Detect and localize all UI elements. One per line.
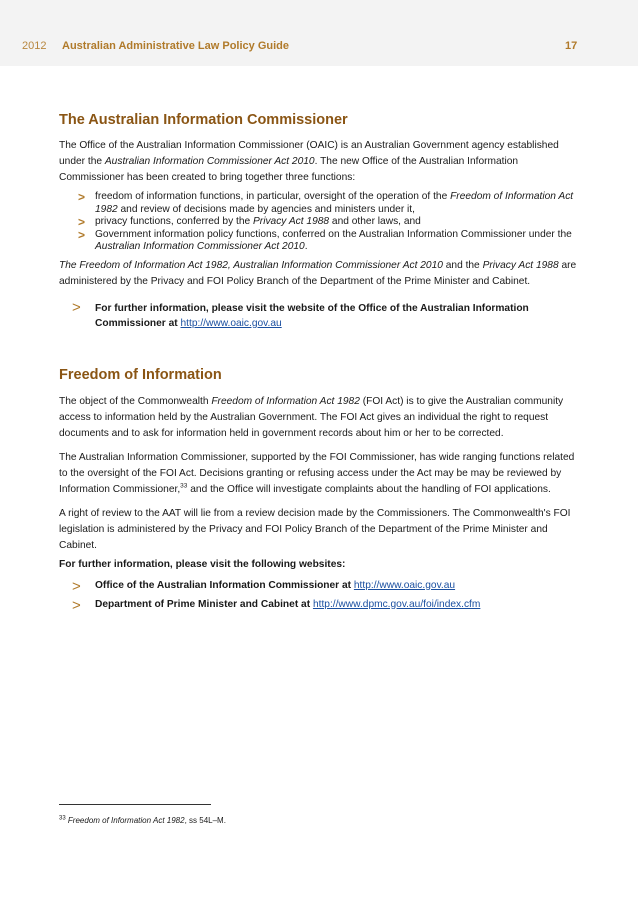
oaic-website-link[interactable]: http://www.oaic.gov.au: [353, 579, 456, 591]
list-item: > privacy functions, conferred by the Privacy Act 1988 and other laws, and: [78, 215, 421, 229]
dpmc-website-link[interactable]: http://www.dpmc.gov.au/foi/index.cfm: [312, 598, 481, 610]
arrow-bullet-icon: >: [72, 577, 81, 595]
footnote-number: 33: [59, 815, 66, 822]
functions-list: [78, 191, 579, 254]
foi-links-list: [72, 576, 579, 614]
oaic-further-info: [72, 298, 579, 331]
oaic-website-link[interactable]: http://www.oaic.gov.au: [180, 317, 282, 329]
list-item: > Department of Prime Minister and Cabinet at http://www.dpmc.gov.au/foi/index.cfm: [72, 596, 481, 614]
section-heading-foi: Freedom of Information: [59, 366, 222, 383]
arrow-bullet-icon: >: [72, 596, 81, 614]
commissioner-paragraph: The Australian Information Commissioner, supported by the FOI Commissioner, has wide ranging functions related to the oversight of the FOI Act. Decisions granting or refusing access under the Act may be may be reviewed by Information Commissioner,$^{33}$ and the Office will investigate complaints about the handling of FOI applications.: [59, 451, 575, 495]
list-item: > For further information, please visit the website of the Office of the Australian Information Commissioner at http://www.oaic.gov.au: [72, 298, 529, 329]
page-number: 17: [565, 40, 578, 52]
administration-paragraph: The Freedom of Information Act 1982, Australian Information Commissioner Act 2010 and the Privacy Act 1988 are administered by the Privacy and FOI Policy Branch of the Department of the Prime Minister and Cabinet.: [59, 259, 577, 287]
oaic-intro-paragraph: The Office of the Australian Information Commissioner (OAIC) is an Australian Government agency established under the Australian Information Commissioner Act 2010. The new Office of the Australian Information Commissioner has been created to bring together three functions:: [59, 140, 559, 183]
foi-object-paragraph: The object of the Commonwealth Freedom of Information Act 1982 (FOI Act) is to give the Australian community access to information held by the Australian Government. The FOI Act gives an individual the right to request documents and to ask for information held in government records about him or her to be corrected.: [59, 395, 564, 439]
arrow-bullet-icon: >: [72, 298, 81, 316]
section-heading-oaic: The Australian Information Commissioner: [59, 112, 348, 128]
list-item: > freedom of information functions, in particular, oversight of the operation of the Freedom of Information Act 1982 and review of decisions made by agencies and ministers under it,: [78, 190, 574, 215]
arrow-bullet-icon: >: [78, 190, 86, 204]
footnote: $^{33}$ Freedom of Information Act 1982, ss 54L–M.: [59, 815, 226, 825]
page-content: [59, 112, 579, 614]
list-item: > Office of the Australian Information Commissioner at http://www.oaic.gov.au: [72, 577, 456, 595]
footnote-reference: 33: [180, 482, 188, 490]
list-item: > Government information policy functions, conferred on the Australian Information Commissioner under the Australian Information Commissioner Act 2010.: [78, 227, 572, 252]
header-year: 2012: [22, 40, 47, 52]
footnote-separator: [59, 804, 211, 805]
arrow-bullet-icon: >: [78, 215, 86, 229]
page-header: [0, 0, 638, 66]
aat-review-paragraph: A right of review to the AAT will lie from a review decision made by the Commissioners. The Commonwealth's FOI legislation is administered by the Privacy and FOI Policy Branch of the Department of the Prime Minister and Cabinet.: [59, 507, 571, 551]
header-title: Australian Administrative Law Policy Guide: [62, 40, 289, 52]
foi-further-info-heading: For further information, please visit the following websites:: [59, 558, 346, 570]
arrow-bullet-icon: >: [78, 227, 86, 242]
